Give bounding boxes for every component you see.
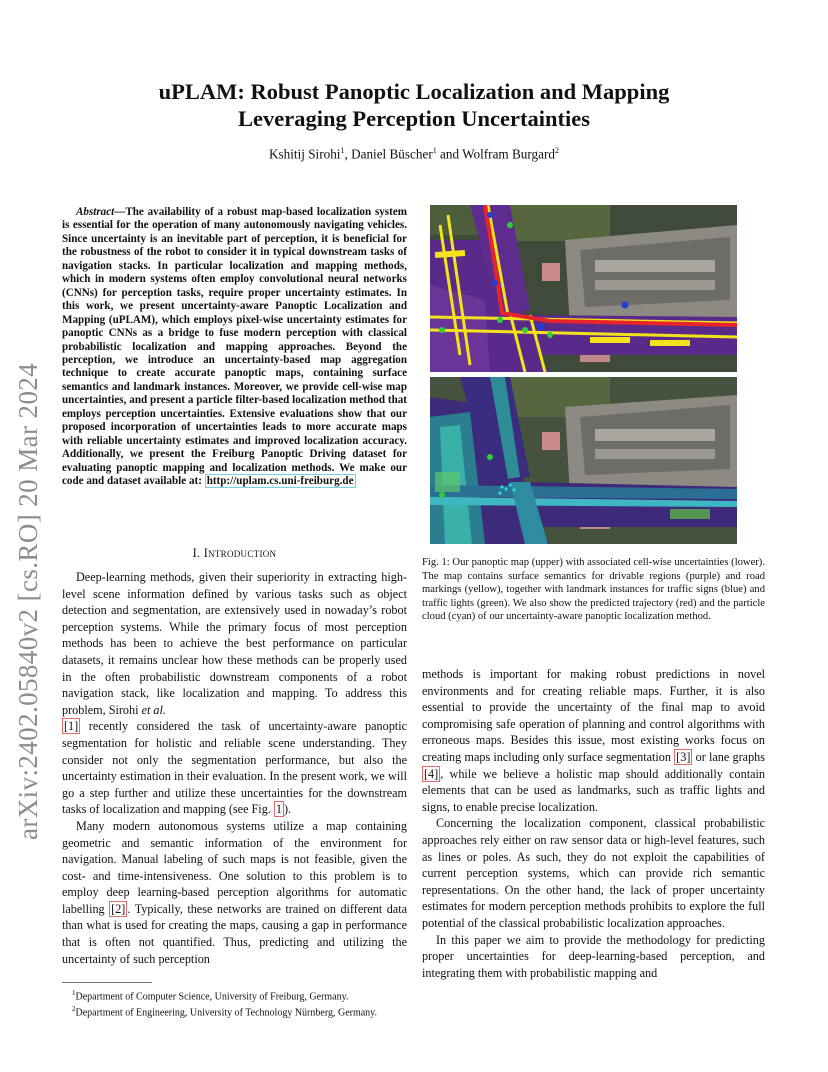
intro-paragraph-1	[62, 569, 407, 818]
abstract	[62, 206, 407, 489]
citation-2[interactable]: [2]	[111, 901, 126, 916]
citation-4[interactable]: [4]	[424, 766, 439, 781]
citation-3[interactable]: [3]	[676, 749, 691, 764]
text-run: methods is important for making robust predictions in novel environments and for creating reliable maps. Further, it is also essential to provide the uncertainty of the final map to avoid compromising safe operation of planning and control algorithms with erroneous maps. Besides this issue, most existing works focus on creating maps including only surface segmentation	[422, 667, 765, 764]
et-al: et al.	[141, 702, 166, 717]
intro-paragraph-2	[62, 818, 407, 967]
intro-right-paragraph-1	[422, 666, 765, 815]
arxiv-identifier: arXiv:2402.05840v2 [cs.RO] 20 Mar 2024	[13, 362, 43, 840]
footnote-2-mark: 2	[72, 1005, 76, 1014]
panoptic-map-image	[430, 205, 737, 372]
figure-1	[430, 205, 737, 544]
panoptic-map-drawing	[430, 205, 737, 372]
text-run: recently considered the task of uncertainty-aware panoptic segmentation for holistic and reliable scene understanding. They consider not only the segmentation performance, but also the uncertainty estimation in their evaluation. In the present work, we will go a step further and utilize these uncertainties for the downstream tasks of localization and mapping (see Fig.	[62, 719, 407, 817]
citation-1[interactable]: [1]	[64, 719, 79, 734]
footnote-1	[62, 987, 407, 1003]
text-run: ).	[283, 802, 292, 817]
title-line-1: uPLAM: Robust Panoptic Localization and Mapping	[158, 79, 670, 104]
section-name: Introduction	[203, 546, 277, 560]
section-heading	[62, 546, 407, 561]
text-run: . Typically, these networks are trained on different data than what is used for creating the maps, causing a gap in performance that is often not quantified. Thus, predicting and utilizing the uncertainty of such perception	[62, 901, 407, 966]
title-line-2: Leveraging Perception Uncertainties	[237, 106, 590, 131]
author-3-affiliation: 2	[554, 146, 559, 155]
intro-right-paragraph-2: Concerning the localization component, classical probabilistic approaches rely either on raw sensor data or high-level features, such as lines or poles. As such, they do not exploit the capabilities of current perception systems, which can provide rich semantic representations. On the other hand, the lack of proper uncertainty estimates for modern perception methods prohibits to explore the full potential of the classical probabilistic localization approaches.	[422, 816, 765, 930]
author-1-affiliation: 1	[340, 146, 345, 155]
author-separator: and	[436, 146, 463, 162]
text-run: or lane graphs	[692, 749, 765, 764]
abstract-dash: —	[114, 206, 126, 218]
footnote-1-text: Department of Computer Science, University of Freiburg, Germany.	[75, 991, 349, 1003]
author-separator: ,	[344, 146, 352, 162]
paper-title	[80, 78, 748, 132]
footnote-rule	[62, 982, 152, 983]
footnote-2-text: Department of Engineering, University of Technology Nürnberg, Germany.	[75, 1007, 378, 1019]
author-2: Daniel Büscher	[351, 146, 433, 162]
abstract-keyword: Abstract	[76, 206, 115, 218]
footnotes	[62, 987, 407, 1020]
uncertainty-map-image	[430, 377, 737, 544]
figure-ref-1[interactable]: 1	[275, 802, 282, 817]
intro-right-column	[422, 666, 765, 981]
text-run: Deep-learning methods, given their superiority in extracting high-level scene information defined by various tasks such as object detection and segmentation, are extensively used in nowaday’s robot perception systems. While the primary focus of most perception methods has been to achieve the best performance on particular datasets, it remains unclear how these methods can be properly used in the often probabilistic downstream components of a robot navigation stack, like localization and mapping. To address this problem, Sirohi	[62, 570, 407, 717]
author-3: Wolfram Burgard	[462, 146, 555, 162]
footnote-1-mark: 1	[72, 989, 76, 997]
figure-1-caption: Fig. 1: Our panoptic map (upper) with associated cell-wise uncertainties (lower). The map contains surface semantics for drivable regions (purple) and road markings (yellow), together with landmark instances for traffic signs (blue) and traffic lights (green). We also show the predicted trajectory (red) and the particle cloud (cyan) of our uncertainty-aware panoptic localization method.	[422, 557, 765, 623]
author-2-affiliation: 1	[432, 146, 437, 155]
author-1: Kshitij Sirohi	[269, 146, 341, 162]
abstract-body: The availability of a robust map-based localization system is essential for the operation of many autonomously navigating vehicles. Since uncertainty is an inevitable part of perception, it is beneficial for the robustness of the robot to consider it in typical downstream tasks of navigation stacks. In particular localization and mapping methods, which in modern systems often employ convolutional neural networks (CNNs) for perception tasks, require proper uncertainty estimates. In this work, we present uncertainty-aware Panoptic Localization and Mapping (uPLAM), which employs pixel-wise uncertainty estimates for panoptic CNNs as a bridge to fuse modern perception with classical probabilistic localization and mapping approaches. Beyond the perception, we introduce an uncertainty-based map aggregation technique to create accurate panoptic maps, containing surface semantics and landmark instances. Moreover, we provide cell-wise map uncertainties, and present a particle filter-based localization method that employs perception uncertainties. Extensive evaluations show that our proposed incorporation of uncertainties leads to more accurate maps with reliable uncertainty estimates and improved localization accuracy. Additionally, we present the Freiburg Panoptic Driving dataset for evaluating panoptic mapping and localization methods. We make our code and dataset available at:	[62, 206, 407, 488]
footnote-2	[62, 1003, 407, 1019]
uncertainty-map-drawing	[430, 377, 737, 544]
intro-left-column	[62, 569, 407, 967]
project-link[interactable]: http://uplam.cs.uni-freiburg.de	[206, 475, 354, 488]
text-run: Many modern autonomous systems utilize a map containing geometric and semantic information of the environment for navigation. Manual labeling of such maps is not feasible, given the cost- and time-intensiveness. One solution to this problem is to employ deep learning-based perception algorithms for automatic labelling	[62, 818, 407, 916]
intro-right-paragraph-3: In this paper we aim to provide the methodology for predicting proper uncertainties for deep-learning-based perception, and integrating them with probabilistic mapping and	[422, 932, 765, 980]
author-list	[80, 143, 748, 162]
section-numeral: I.	[192, 546, 204, 560]
text-run: , while we believe a holistic map should additionally contain elements that can be used as landmarks, such as traffic lights and signs, to enable precise localization.	[422, 766, 765, 814]
